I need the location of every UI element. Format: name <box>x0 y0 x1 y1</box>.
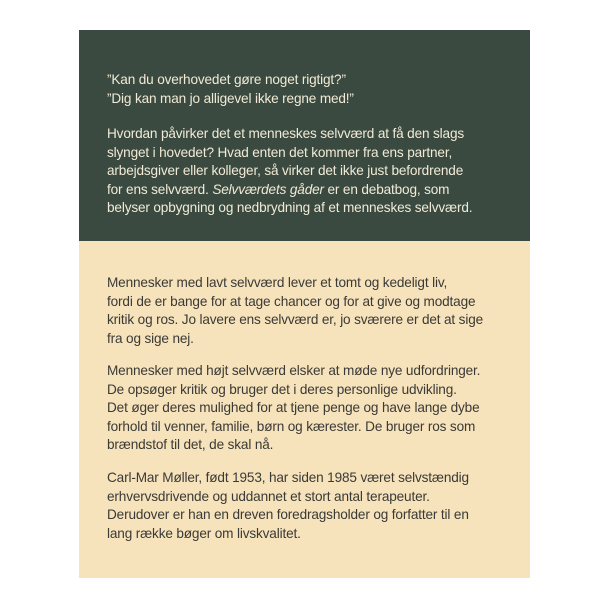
high-selfesteem-paragraph <box>107 362 527 455</box>
intro-text: for ens selvværd. <box>107 181 213 197</box>
paragraph-line: fra og sige nej. <box>107 330 194 346</box>
paragraph-line: Mennesker med højt selvværd elsker at møde nye udfordringer. <box>107 363 481 378</box>
paragraph-line: forhold til venner, familie, børn og kærester. De bruger ros som <box>107 418 476 434</box>
paragraph-line: De opsøger kritik og bruger det i deres personlige udvikling. <box>107 381 457 397</box>
book-back-cover <box>79 30 530 578</box>
paragraph-line: brændstof til det, de skal nå. <box>107 437 274 453</box>
author-bio-paragraph <box>107 469 527 543</box>
quote-line: ”Dig kan man jo alligevel ikke regne med!” <box>107 90 354 106</box>
quote-line: ”Kan du overhovedet gøre noget rigtigt?” <box>107 72 346 87</box>
intro-text: er en debatbog, som <box>323 181 450 197</box>
top-dark-panel <box>79 30 530 241</box>
intro-line: slynget i hovedet? Hvad enten det kommer fra ens partner, <box>107 144 453 160</box>
intro-line: arbejdsgiver eller kolleger, så virker det ikke just befordrende <box>107 163 464 179</box>
book-title: Selvværdets gåder <box>212 181 324 197</box>
quote-paragraph <box>107 71 527 108</box>
intro-line: Hvordan påvirker det et menneskes selvværd at få den slags <box>107 126 465 141</box>
paragraph-line: Derudover er han en dreven foredragsholder og forfatter til en <box>107 507 469 523</box>
intro-line <box>107 181 527 200</box>
paragraph-line: kritik og ros. Jo lavere ens selvværd er, jo sværere er det at sige <box>107 312 484 328</box>
paragraph-line: lang række bøger om livskvalitet. <box>107 525 301 541</box>
intro-paragraph <box>107 125 527 218</box>
intro-line: belyser opbygning og nedbrydning af et menneskes selvværd. <box>107 200 473 216</box>
paragraph-line: erhvervsdrivende og uddannet et stort antal terapeuter. <box>107 488 430 504</box>
low-selfesteem-paragraph <box>107 274 527 348</box>
paragraph-line: Det øger deres mulighed for at tjene penge og have lange dybe <box>107 400 480 416</box>
bottom-light-panel <box>79 241 530 578</box>
paragraph-line: fordi de er bange for at tage chancer og for at give og modtage <box>107 293 476 309</box>
paragraph-line: Mennesker med lavt selvværd lever et tomt og kedeligt liv, <box>107 275 448 290</box>
paragraph-line: Carl-Mar Møller, født 1953, har siden 1985 været selvstændig <box>107 470 469 485</box>
